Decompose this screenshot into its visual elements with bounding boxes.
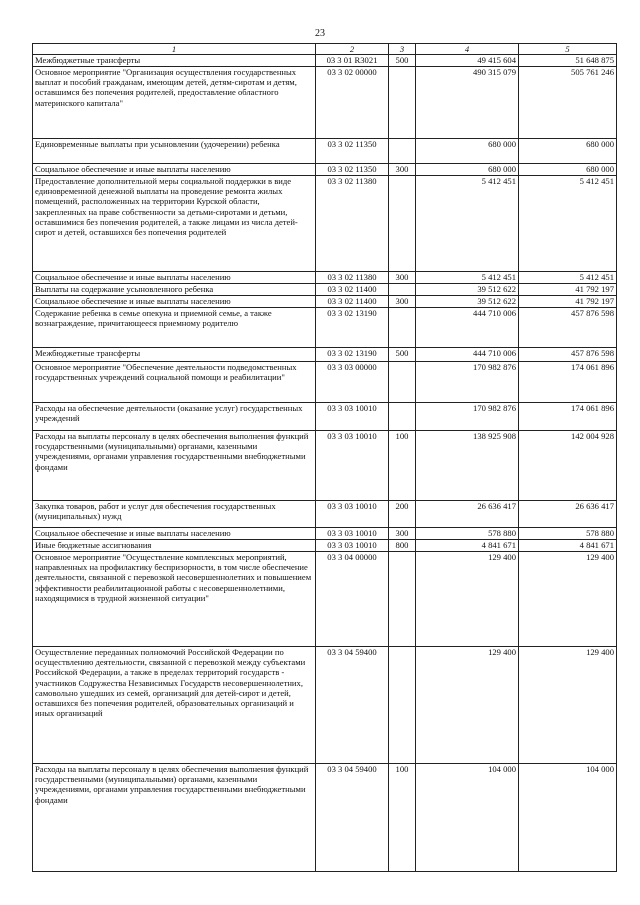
budget-table (32, 43, 617, 872)
row-amount-year1: 5 412 451 (416, 272, 519, 284)
page-number: 23 (315, 28, 325, 39)
row-expense-type: 100 (389, 431, 416, 501)
row-name: Социальное обеспечение и иные выплаты населению (33, 528, 316, 540)
row-expense-type: 800 (389, 540, 416, 552)
row-amount-year2: 41 792 197 (519, 296, 617, 308)
row-name: Иные бюджетные ассигнования (33, 540, 316, 552)
row-amount-year1: 680 000 (416, 164, 519, 176)
row-amount-year2: 129 400 (519, 647, 617, 764)
table-row (33, 284, 617, 296)
table-row (33, 764, 617, 872)
row-name: Осуществление переданных полномочий Российской Федерации по осуществлению деятельности, связанной с перевозкой между субъектами Российской Федерации, а также в пределах территорий государств - участников Содружества Независимых Государств несовершеннолетних, самовольно ушедших из семей, организаций для детей-сирот и детей, оставшихся без попечения родителей, образовательных организаций и иных организаций (33, 647, 316, 764)
row-expense-type (389, 67, 416, 139)
row-amount-year1: 39 512 622 (416, 296, 519, 308)
table-row (33, 647, 617, 764)
row-amount-year1: 444 710 006 (416, 308, 519, 348)
row-code: 03 3 03 10010 (316, 528, 389, 540)
table-row (33, 501, 617, 528)
row-amount-year2: 174 061 896 (519, 362, 617, 403)
row-name: Закупка товаров, работ и услуг для обеспечения государственных (муниципальных) нужд (33, 501, 316, 528)
row-amount-year1: 680 000 (416, 139, 519, 164)
row-amount-year2: 5 412 451 (519, 272, 617, 284)
table-row (33, 139, 617, 164)
row-expense-type: 300 (389, 296, 416, 308)
row-amount-year1: 104 000 (416, 764, 519, 872)
row-name: Межбюджетные трансферты (33, 55, 316, 67)
row-amount-year2: 680 000 (519, 164, 617, 176)
row-amount-year2: 457 876 598 (519, 348, 617, 362)
row-amount-year2: 41 792 197 (519, 284, 617, 296)
row-amount-year2: 142 004 928 (519, 431, 617, 501)
row-amount-year2: 4 841 671 (519, 540, 617, 552)
row-name: Расходы на выплаты персоналу в целях обеспечения выполнения функций государственными (муниципальными) органами, казенными учреждениями, органами управления государственными внебюджетными фондами (33, 431, 316, 501)
row-amount-year1: 26 636 417 (416, 501, 519, 528)
row-code: 03 3 02 11380 (316, 272, 389, 284)
row-expense-type (389, 647, 416, 764)
row-amount-year1: 170 982 876 (416, 403, 519, 431)
header-col-1: 1 (33, 44, 316, 55)
row-amount-year2: 129 400 (519, 552, 617, 647)
row-name: Расходы на выплаты персоналу в целях обеспечения выполнения функций государственными (муниципальными) органами, казенными учреждениями, органами управления государственными внебюджетными фондами (33, 764, 316, 872)
table-row (33, 540, 617, 552)
row-amount-year2: 457 876 598 (519, 308, 617, 348)
row-code: 03 3 03 10010 (316, 403, 389, 431)
row-amount-year2: 51 648 875 (519, 55, 617, 67)
header-col-5: 5 (519, 44, 617, 55)
row-code: 03 3 01 R3021 (316, 55, 389, 67)
row-name: Предоставление дополнительной меры социальной поддержки в виде единовременной денежной выплаты на проведение ремонта жилых помещений, расположенных на территории Курской области, закрепленных на праве собственности за детьми-сиротами и детьми, оставшимися без попечения родителей, а также лицами из числа детей-сирот и детей, оставшихся без попечения родителей (33, 176, 316, 272)
table-row (33, 528, 617, 540)
row-expense-type (389, 552, 416, 647)
row-expense-type (389, 362, 416, 403)
row-code: 03 3 02 11400 (316, 296, 389, 308)
row-amount-year1: 129 400 (416, 552, 519, 647)
row-code: 03 3 03 10010 (316, 431, 389, 501)
row-expense-type (389, 284, 416, 296)
table-header-row (33, 44, 617, 55)
row-code: 03 3 02 00000 (316, 67, 389, 139)
row-name: Единовременные выплаты при усыновлении (удочерении) ребенка (33, 139, 316, 164)
row-expense-type: 300 (389, 272, 416, 284)
table-row (33, 55, 617, 67)
row-code: 03 3 04 59400 (316, 764, 389, 872)
row-amount-year1: 4 841 671 (416, 540, 519, 552)
table-row (33, 403, 617, 431)
row-amount-year2: 5 412 451 (519, 176, 617, 272)
table-row (33, 296, 617, 308)
row-amount-year1: 490 315 079 (416, 67, 519, 139)
row-code: 03 3 02 11400 (316, 284, 389, 296)
table-row (33, 348, 617, 362)
table-row (33, 431, 617, 501)
row-name: Межбюджетные трансферты (33, 348, 316, 362)
table-row (33, 362, 617, 403)
row-name: Расходы на обеспечение деятельности (оказание услуг) государственных учреждений (33, 403, 316, 431)
row-code: 03 3 03 10010 (316, 540, 389, 552)
row-name: Основное мероприятие "Осуществление комплексных мероприятий, направленных на профилактику беспризорности, в том числе обеспечение деятельности, связанной с перевозкой несовершеннолетних и повышением эффективности реабилитационной работы с несовершеннолетними, находящимися в трудной жизненной ситуации" (33, 552, 316, 647)
row-amount-year2: 680 000 (519, 139, 617, 164)
row-name: Основное мероприятие "Организация осуществления государственных выплат и пособий гражданам, имеющим детей, детям-сиротам и детям, оставшимся без попечения родителей, предоставление областного материнского капитала" (33, 67, 316, 139)
table-row (33, 272, 617, 284)
row-amount-year1: 129 400 (416, 647, 519, 764)
row-name: Выплаты на содержание усыновленного ребенка (33, 284, 316, 296)
row-amount-year2: 174 061 896 (519, 403, 617, 431)
row-name: Социальное обеспечение и иные выплаты населению (33, 164, 316, 176)
row-expense-type: 200 (389, 501, 416, 528)
row-amount-year2: 505 761 246 (519, 67, 617, 139)
row-amount-year1: 578 880 (416, 528, 519, 540)
row-code: 03 3 04 59400 (316, 647, 389, 764)
header-col-3: 3 (389, 44, 416, 55)
table-row (33, 164, 617, 176)
row-code: 03 3 03 00000 (316, 362, 389, 403)
row-amount-year1: 49 415 604 (416, 55, 519, 67)
row-amount-year1: 444 710 006 (416, 348, 519, 362)
row-expense-type: 500 (389, 348, 416, 362)
table-row (33, 552, 617, 647)
row-amount-year1: 138 925 908 (416, 431, 519, 501)
row-code: 03 3 02 13190 (316, 308, 389, 348)
table-row (33, 308, 617, 348)
row-code: 03 3 04 00000 (316, 552, 389, 647)
table-row (33, 67, 617, 139)
row-amount-year1: 170 982 876 (416, 362, 519, 403)
row-code: 03 3 03 10010 (316, 501, 389, 528)
row-name: Социальное обеспечение и иные выплаты населению (33, 272, 316, 284)
row-name: Социальное обеспечение и иные выплаты населению (33, 296, 316, 308)
table-row (33, 176, 617, 272)
row-expense-type: 100 (389, 764, 416, 872)
row-amount-year2: 578 880 (519, 528, 617, 540)
header-col-4: 4 (416, 44, 519, 55)
row-expense-type: 500 (389, 55, 416, 67)
row-expense-type: 300 (389, 528, 416, 540)
row-expense-type (389, 308, 416, 348)
row-code: 03 3 02 13190 (316, 348, 389, 362)
row-code: 03 3 02 11350 (316, 164, 389, 176)
row-expense-type (389, 139, 416, 164)
row-expense-type (389, 176, 416, 272)
row-amount-year2: 104 000 (519, 764, 617, 872)
row-expense-type (389, 403, 416, 431)
row-amount-year1: 39 512 622 (416, 284, 519, 296)
row-expense-type: 300 (389, 164, 416, 176)
row-amount-year1: 5 412 451 (416, 176, 519, 272)
row-amount-year2: 26 636 417 (519, 501, 617, 528)
row-code: 03 3 02 11380 (316, 176, 389, 272)
header-col-2: 2 (316, 44, 389, 55)
row-name: Основное мероприятие "Обеспечение деятельности подведомственных государственных учреждений социальной помощи и реабилитации" (33, 362, 316, 403)
row-code: 03 3 02 11350 (316, 139, 389, 164)
row-name: Содержание ребенка в семье опекуна и приемной семье, а также вознаграждение, причитающееся приемному родителю (33, 308, 316, 348)
